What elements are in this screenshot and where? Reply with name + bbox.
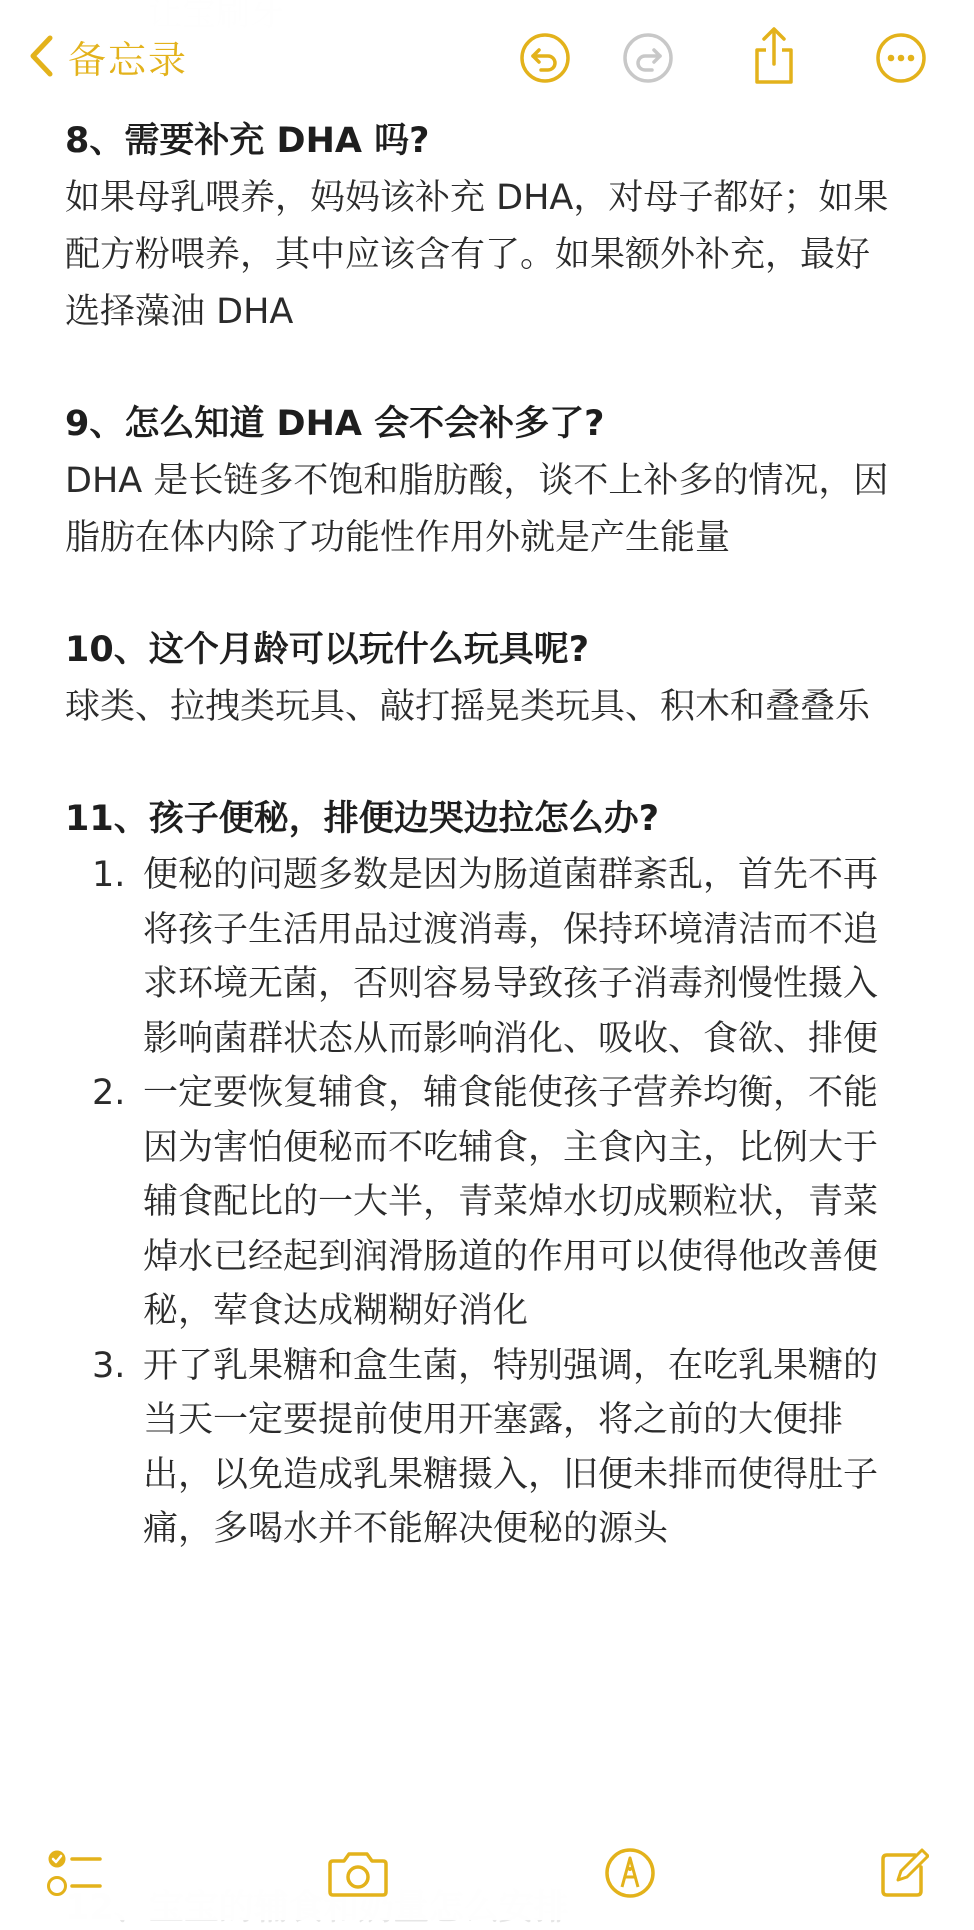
markup-pen-icon — [604, 1847, 656, 1899]
question-heading: 9、怎么知道 DHA 会不会补多了? — [65, 404, 605, 444]
undo-icon — [519, 32, 571, 84]
question-heading: 8、需要补充 DHA 吗? — [65, 121, 430, 161]
list-item-text: 一定要恢复辅食，辅食能使孩子营养均衡，不能因为害怕便秘而不吃辅食，主食內主，比例大于辅食配比的一大半，青菜焯水切成颗粒状，青菜焯水已经起到润滑肠道的作用可以使得他改善便秘，荤食达成糊糊好消化 — [143, 1073, 879, 1331]
undo-button[interactable] — [519, 32, 571, 84]
answer-paragraph: 如果母乳喂养，妈妈该补充 DHA，对母子都好；如果配方粉喂养，其中应该含有了。如果额外补充，最好选择藻油 DHA — [65, 178, 889, 332]
list-item-number: 2. — [92, 1073, 126, 1113]
camera-icon — [327, 1849, 389, 1899]
question-section-10 — [65, 621, 900, 736]
list-item — [65, 848, 900, 1066]
share-button[interactable] — [748, 26, 800, 78]
back-button-label: 备忘录 — [68, 37, 189, 82]
list-item-text: 开了乳果糖和盒生菌，特别强调，在吃乳果糖的当天一定要提前使用开塞露，将之前的大便排出，以免造成乳果糖摄入，旧便未排而使得肚子痛，多喝水并不能解决便秘的源头 — [143, 1345, 879, 1549]
top-navigation-bar — [0, 0, 974, 110]
more-icon — [875, 32, 927, 84]
question-section-11 — [65, 790, 900, 1557]
more-button[interactable] — [875, 32, 927, 84]
camera-button[interactable] — [327, 1849, 389, 1899]
question-section-9 — [65, 395, 900, 567]
list-item — [65, 1066, 900, 1339]
redo-button[interactable] — [622, 32, 674, 84]
checklist-icon — [46, 1848, 104, 1900]
answer-paragraph: 球类、拉拽类玩具、敲打摇晃类玩具、积木和叠叠乐 — [65, 687, 871, 727]
question-heading: 11、孩子便秘，排便边哭边拉怎么办? — [65, 799, 660, 839]
list-item — [65, 1339, 900, 1557]
bottom-toolbar — [0, 1825, 974, 1920]
redo-icon — [622, 32, 674, 84]
share-icon — [748, 26, 800, 86]
chevron-left-icon — [28, 34, 54, 78]
question-heading: 10、这个月龄可以玩什么玩具呢? — [65, 630, 590, 670]
numbered-list — [65, 848, 900, 1557]
list-item-text: 便秘的问题多数是因为肠道菌群紊乱，首先不再将孩子生活用品过渡消毒，保持环境清洁而不追求环境无菌，否则容易导致孩子消毒剂慢性摄入影响菌群状态从而影响消化、吸收、食欲、排便 — [143, 855, 879, 1059]
back-button[interactable] — [28, 30, 188, 82]
list-item-number: 3. — [92, 1345, 126, 1386]
compose-button[interactable] — [877, 1843, 929, 1899]
compose-icon — [877, 1843, 929, 1899]
note-body[interactable] — [65, 112, 900, 1611]
list-item-number: 1. — [92, 855, 126, 895]
question-section-8 — [65, 112, 900, 341]
answer-paragraph: DHA 是长链多不饱和脂肪酸，谈不上补多的情况，因脂肪在体内除了功能性作用外就是产生能量 — [65, 461, 889, 558]
checklist-button[interactable] — [46, 1848, 104, 1900]
markup-button[interactable] — [604, 1847, 656, 1899]
